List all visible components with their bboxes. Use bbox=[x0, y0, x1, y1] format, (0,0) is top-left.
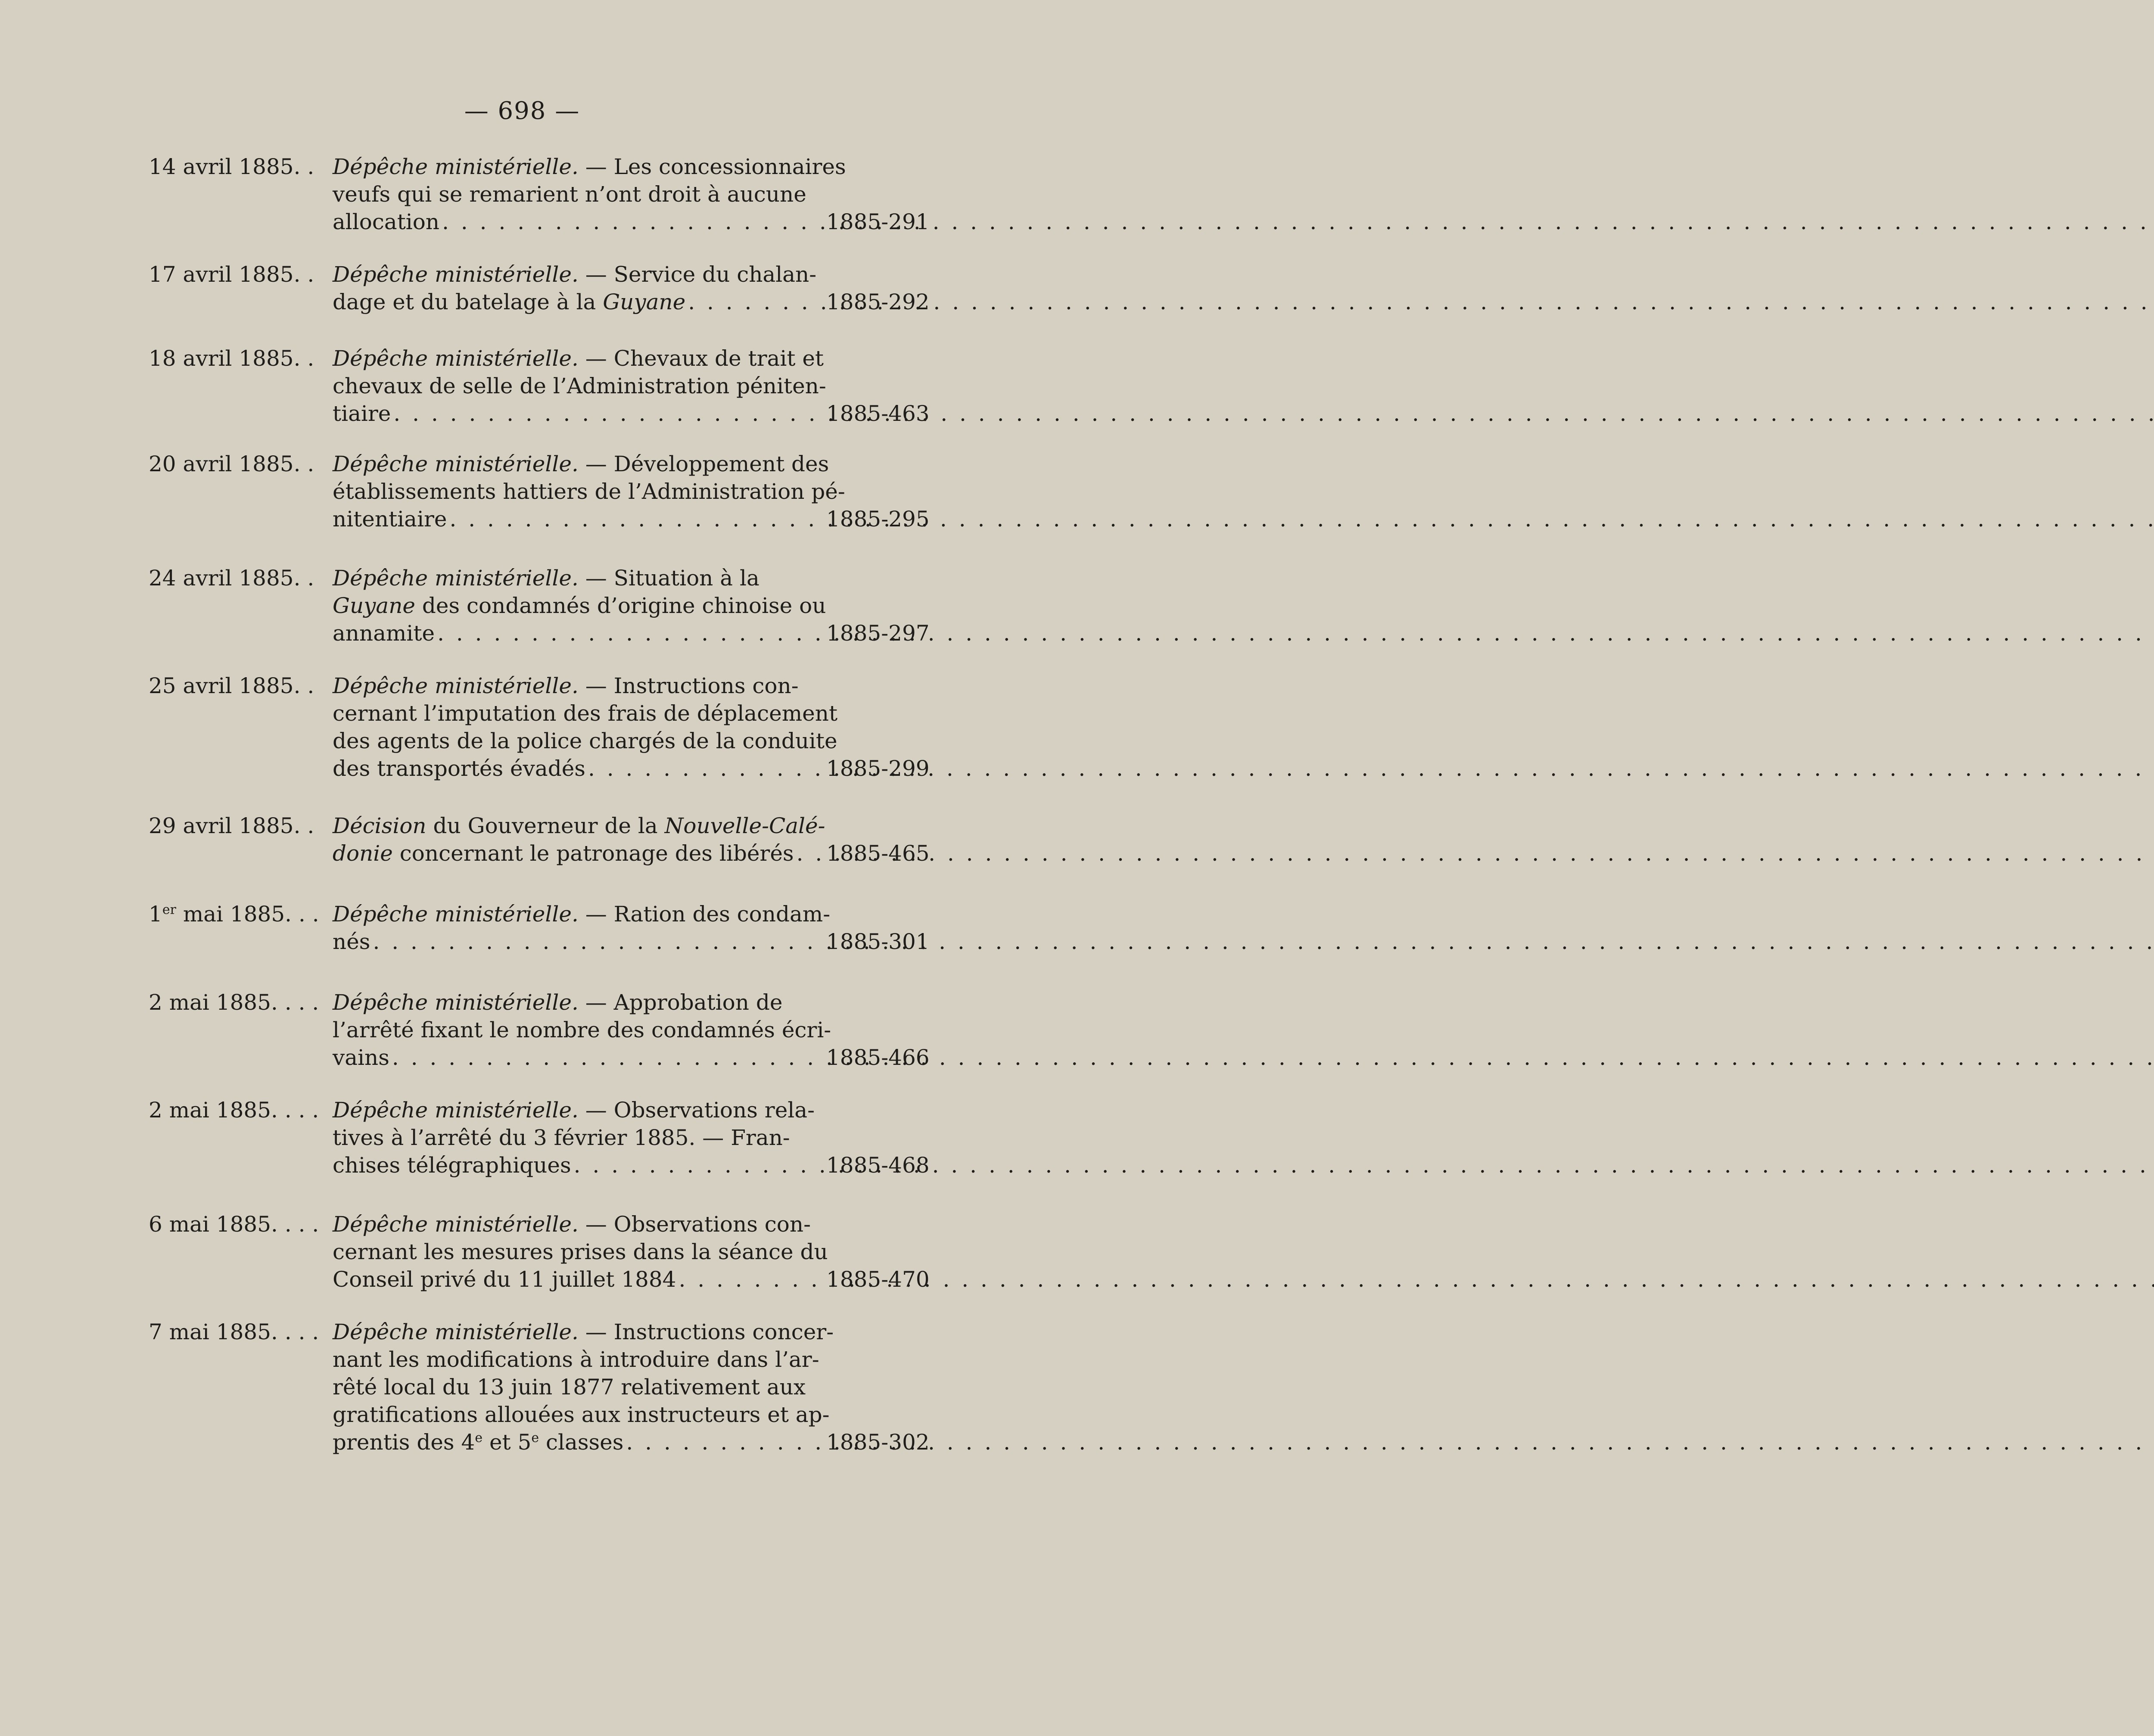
description-line: Guyane des condamnés d’origine chinoise ou bbox=[333, 593, 826, 618]
entry-date: 7 mai 1885. . . . bbox=[149, 1319, 319, 1344]
dot-leader bbox=[393, 400, 2154, 427]
description-line: Dépêche ministérielle. — Instructions con- bbox=[333, 673, 799, 698]
entry-reference: 1885-295 bbox=[826, 507, 930, 532]
entry bbox=[0, 900, 1044, 955]
entry-date: 6 mai 1885. . . . bbox=[149, 1212, 319, 1237]
entry-date: 20 avril 1885. . bbox=[149, 451, 314, 476]
dot-leader bbox=[442, 208, 2154, 236]
description-line: Dépêche ministérielle. — Observations con- bbox=[333, 1212, 811, 1237]
description-line: nitentiaire . . . bbox=[333, 505, 815, 533]
entry-description bbox=[333, 672, 838, 782]
entry-date: 25 avril 1885. . bbox=[149, 673, 314, 698]
entry-reference: 1885-292 bbox=[826, 289, 930, 314]
entry-description bbox=[333, 153, 846, 236]
description-line: Dépêche ministérielle. — Approbation de bbox=[333, 990, 783, 1015]
entry-description bbox=[333, 900, 831, 955]
description-line: prentis des 4e et 5e classes . . . bbox=[333, 1428, 815, 1456]
entry-date: 17 avril 1885. . bbox=[149, 262, 314, 287]
entry-reference: 1885-297 bbox=[826, 621, 930, 646]
entry-reference: 1885-466 bbox=[826, 1045, 930, 1070]
description-line: tiaire . . . bbox=[333, 400, 815, 427]
description-line: chevaux de selle de l’Administration péniten- bbox=[333, 373, 826, 398]
entry bbox=[0, 153, 1044, 236]
description-line: établissements hattiers de l’Administration pé- bbox=[333, 479, 845, 504]
description-line: gratifications allouées aux instructeurs et ap- bbox=[333, 1402, 830, 1427]
description-line: donie concernant le patronage des libérés . . . bbox=[333, 840, 815, 867]
description-line: Dépêche ministérielle. — Situation à la bbox=[333, 566, 760, 591]
dot-leader bbox=[392, 1044, 2154, 1071]
entry-reference: 1885-291 bbox=[826, 209, 930, 234]
entry bbox=[0, 261, 1044, 316]
description-line: Conseil privé du 11 juillet 1884 . . . bbox=[333, 1266, 815, 1293]
dot-leader bbox=[588, 755, 2154, 782]
entry bbox=[0, 564, 1044, 647]
entry-reference: 1885-465 bbox=[826, 841, 930, 866]
entry-reference: 1885-301 bbox=[826, 929, 930, 954]
description-line: annamite . . . bbox=[333, 619, 815, 647]
description-line: Dépêche ministérielle. — Les concessionnaires bbox=[333, 154, 846, 179]
description-line: nant les modifications à introduire dans l’ar- bbox=[333, 1347, 819, 1372]
entry-date: 14 avril 1885. . bbox=[149, 154, 314, 179]
description-line: Dépêche ministérielle. — Observations rela- bbox=[333, 1098, 815, 1123]
entry bbox=[0, 989, 1044, 1071]
description-line: Dépêche ministérielle. — Développement des bbox=[333, 451, 829, 476]
dot-leader bbox=[373, 928, 2154, 955]
entry-description bbox=[333, 261, 815, 316]
description-line: veufs qui se remarient n’ont droit à aucune bbox=[333, 182, 806, 207]
entry bbox=[0, 672, 1044, 782]
entry-date: 29 avril 1885. . bbox=[149, 813, 314, 838]
entry-date: 24 avril 1885. . bbox=[149, 566, 314, 591]
entry-description bbox=[333, 564, 826, 647]
description-line: nés . . . bbox=[333, 928, 815, 955]
entry bbox=[0, 450, 1044, 533]
dot-leader bbox=[449, 505, 2154, 533]
entry-reference: 1885-299 bbox=[826, 756, 930, 781]
entry bbox=[0, 345, 1044, 427]
document-page bbox=[0, 0, 1044, 1736]
entry-reference: 1885-470 bbox=[826, 1267, 930, 1292]
entry-date: 1er mai 1885. . . bbox=[149, 902, 319, 927]
description-line: Dépêche ministérielle. — Service du chalan- bbox=[333, 262, 817, 287]
description-line: des transportés évadés . . . bbox=[333, 755, 815, 782]
entry-description bbox=[333, 989, 831, 1071]
dot-leader bbox=[574, 1151, 2154, 1179]
entry bbox=[0, 1096, 1044, 1179]
description-line: dage et du batelage à la Guyane . . . bbox=[333, 288, 815, 316]
entry-reference: 1885-463 bbox=[826, 401, 930, 426]
entry-description bbox=[333, 1210, 828, 1293]
description-line: Dépêche ministérielle. — Chevaux de trait et bbox=[333, 346, 824, 371]
entry-date: 2 mai 1885. . . . bbox=[149, 990, 319, 1015]
description-line: rêté local du 13 juin 1877 relativement aux bbox=[333, 1375, 806, 1400]
description-line: des agents de la police chargés de la conduite bbox=[333, 728, 837, 753]
description-line: tives à l’arrêté du 3 février 1885. — Fran- bbox=[333, 1125, 790, 1150]
description-line: allocation . . . bbox=[333, 208, 815, 236]
description-line: chises télégraphiques . . . bbox=[333, 1151, 815, 1179]
entry bbox=[0, 1318, 1044, 1456]
description-line: Dépêche ministérielle. — Ration des condam- bbox=[333, 902, 831, 927]
description-line: vains . . . bbox=[333, 1044, 815, 1071]
entry-description bbox=[333, 450, 845, 533]
entry-reference: 1885-302 bbox=[826, 1430, 930, 1455]
entry-description bbox=[333, 812, 825, 867]
entry-description bbox=[333, 1096, 815, 1179]
description-line: Décision du Gouverneur de la Nouvelle-Calé- bbox=[333, 813, 825, 838]
entry-description bbox=[333, 1318, 834, 1456]
dot-leader bbox=[797, 840, 2154, 867]
description-line: l’arrêté fixant le nombre des condamnés écri- bbox=[333, 1017, 831, 1042]
entry bbox=[0, 812, 1044, 867]
entry-reference: 1885-468 bbox=[826, 1153, 930, 1178]
entry bbox=[0, 1210, 1044, 1293]
entry-date: 2 mai 1885. . . . bbox=[149, 1098, 319, 1123]
dot-leader bbox=[437, 619, 2154, 647]
description-line: cernant l’imputation des frais de déplacement bbox=[333, 701, 838, 726]
entry-description bbox=[333, 345, 826, 427]
entry-date: 18 avril 1885. . bbox=[149, 346, 314, 371]
description-line: Dépêche ministérielle. — Instructions concer- bbox=[333, 1319, 834, 1344]
description-line: cernant les mesures prises dans la séance du bbox=[333, 1239, 828, 1264]
page-number: — 698 — bbox=[464, 97, 580, 125]
